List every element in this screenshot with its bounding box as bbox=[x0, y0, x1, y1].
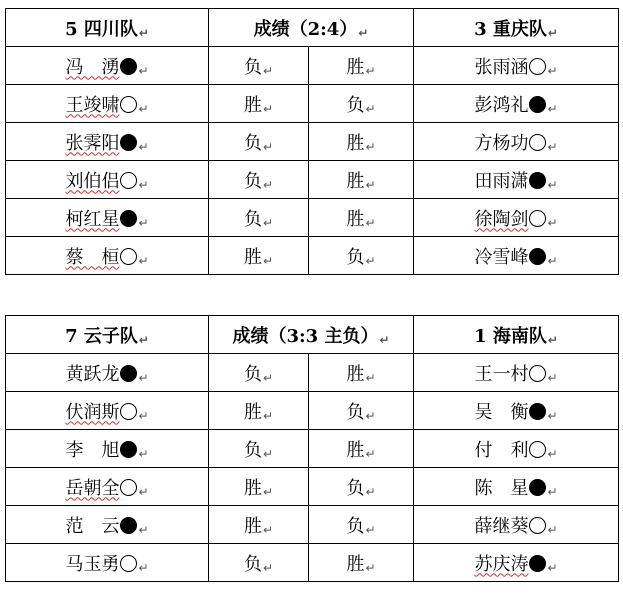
paragraph-mark-icon: ↵ bbox=[365, 408, 376, 423]
right-result-cell bbox=[309, 237, 414, 275]
left-player-cell bbox=[6, 392, 209, 430]
paragraph-mark-icon: ↵ bbox=[138, 484, 149, 499]
right-result: 负 bbox=[346, 477, 365, 499]
white-stone-icon bbox=[120, 96, 137, 113]
paragraph-mark-icon: ↵ bbox=[138, 177, 149, 192]
white-stone-icon bbox=[120, 172, 137, 189]
right-team-header: 3 重庆队↵ bbox=[414, 9, 619, 47]
white-stone-icon bbox=[120, 248, 137, 265]
white-stone-icon bbox=[529, 210, 546, 227]
score-header: 成绩（3:3 主负）↵ bbox=[209, 316, 414, 354]
right-result-cell bbox=[309, 468, 414, 506]
paragraph-mark-icon: ↵ bbox=[547, 370, 558, 385]
left-result: 负 bbox=[243, 56, 262, 78]
left-player-cell bbox=[6, 468, 209, 506]
right-result: 负 bbox=[346, 246, 365, 268]
right-result-cell bbox=[309, 199, 414, 237]
right-result-cell bbox=[309, 161, 414, 199]
left-result-cell bbox=[209, 47, 309, 85]
right-player-name: 冷雪峰 bbox=[474, 246, 529, 268]
table-row bbox=[6, 237, 619, 275]
right-player-name: 苏庆涛 bbox=[474, 553, 529, 575]
left-player-name: 岳朝全 bbox=[65, 477, 120, 499]
match-table-2 bbox=[5, 315, 619, 582]
table-row bbox=[6, 161, 619, 199]
score-header: 成绩（2:4）↵ bbox=[209, 9, 414, 47]
paragraph-mark-icon: ↵ bbox=[138, 63, 149, 78]
white-stone-icon bbox=[120, 555, 137, 572]
table-row bbox=[6, 199, 619, 237]
right-result-cell bbox=[309, 85, 414, 123]
right-player-name: 吴 衡 bbox=[474, 401, 529, 423]
table-row bbox=[6, 506, 619, 544]
paragraph-mark-icon: ↵ bbox=[547, 101, 558, 116]
paragraph-mark-icon: ↵ bbox=[262, 370, 274, 385]
right-player-name: 王一村 bbox=[474, 363, 529, 385]
left-team-header: 5 四川队↵ bbox=[6, 9, 209, 47]
table-row bbox=[6, 544, 619, 582]
paragraph-mark-icon: ↵ bbox=[262, 63, 274, 78]
right-player-cell bbox=[414, 544, 619, 582]
paragraph-mark-icon: ↵ bbox=[262, 408, 274, 423]
paragraph-mark-icon: ↵ bbox=[262, 139, 274, 154]
table-row bbox=[6, 123, 619, 161]
right-player-name: 薛继葵 bbox=[474, 515, 529, 537]
paragraph-mark-icon: ↵ bbox=[547, 560, 558, 575]
right-player-cell bbox=[414, 468, 619, 506]
left-result: 负 bbox=[243, 553, 262, 575]
black-stone-icon bbox=[120, 441, 137, 458]
right-result: 负 bbox=[346, 94, 365, 116]
white-stone-icon bbox=[529, 365, 546, 382]
paragraph-mark-icon: ↵ bbox=[365, 560, 376, 575]
left-result-cell bbox=[209, 237, 309, 275]
left-result: 负 bbox=[243, 363, 262, 385]
right-player-cell bbox=[414, 123, 619, 161]
right-player-cell bbox=[414, 85, 619, 123]
left-result: 胜 bbox=[243, 401, 262, 423]
left-result: 胜 bbox=[243, 94, 262, 116]
black-stone-icon bbox=[529, 248, 546, 265]
table-row bbox=[6, 430, 619, 468]
black-stone-icon bbox=[529, 479, 546, 496]
paragraph-mark-icon: ↵ bbox=[547, 522, 558, 537]
left-player-cell bbox=[6, 430, 209, 468]
paragraph-mark-icon: ↵ bbox=[262, 177, 274, 192]
white-stone-icon bbox=[529, 58, 546, 75]
right-result-cell bbox=[309, 123, 414, 161]
table-header-row bbox=[6, 9, 619, 47]
left-player-name: 李 旭 bbox=[65, 439, 120, 461]
white-stone-icon bbox=[529, 441, 546, 458]
paragraph-mark-icon: ↵ bbox=[365, 522, 376, 537]
black-stone-icon bbox=[529, 403, 546, 420]
paragraph-mark-icon: ↵ bbox=[365, 253, 376, 268]
black-stone-icon bbox=[529, 172, 546, 189]
paragraph-mark-icon: ↵ bbox=[262, 101, 274, 116]
black-stone-icon bbox=[120, 210, 137, 227]
right-result: 胜 bbox=[346, 208, 365, 230]
left-player-name: 冯 湧 bbox=[65, 56, 120, 78]
paragraph-mark-icon: ↵ bbox=[138, 139, 149, 154]
match-table-1 bbox=[5, 8, 619, 275]
white-stone-icon bbox=[120, 479, 137, 496]
white-stone-icon bbox=[120, 403, 137, 420]
left-player-name: 王竣啸 bbox=[65, 94, 120, 116]
paragraph-mark-icon: ↵ bbox=[138, 101, 149, 116]
paragraph-mark-icon: ↵ bbox=[547, 139, 558, 154]
paragraph-mark-icon: ↵ bbox=[262, 522, 274, 537]
left-player-name: 柯红星 bbox=[65, 208, 120, 230]
table-header-row bbox=[6, 316, 619, 354]
right-result: 胜 bbox=[346, 170, 365, 192]
paragraph-mark-icon: ↵ bbox=[262, 560, 274, 575]
left-player-cell bbox=[6, 199, 209, 237]
paragraph-mark-icon: ↵ bbox=[262, 215, 274, 230]
left-result-cell bbox=[209, 544, 309, 582]
left-player-cell bbox=[6, 237, 209, 275]
right-result: 胜 bbox=[346, 56, 365, 78]
table-row bbox=[6, 47, 619, 85]
right-player-name: 张雨涵 bbox=[474, 56, 529, 78]
left-player-name: 范 云 bbox=[65, 515, 120, 537]
left-player-cell bbox=[6, 354, 209, 392]
left-result: 负 bbox=[243, 170, 262, 192]
paragraph-mark-icon: ↵ bbox=[262, 446, 274, 461]
right-team-header: 1 海南队↵ bbox=[414, 316, 619, 354]
paragraph-mark-icon: ↵ bbox=[547, 177, 558, 192]
paragraph-mark-icon: ↵ bbox=[365, 101, 376, 116]
paragraph-mark-icon: ↵ bbox=[138, 560, 149, 575]
black-stone-icon bbox=[120, 134, 137, 151]
paragraph-mark-icon: ↵ bbox=[365, 139, 376, 154]
right-player-cell bbox=[414, 237, 619, 275]
left-result: 胜 bbox=[243, 246, 262, 268]
left-result: 负 bbox=[243, 439, 262, 461]
right-player-name: 田雨潇 bbox=[474, 170, 529, 192]
left-result: 胜 bbox=[243, 477, 262, 499]
right-player-cell bbox=[414, 161, 619, 199]
black-stone-icon bbox=[529, 555, 546, 572]
left-player-cell bbox=[6, 161, 209, 199]
right-player-name: 方杨功 bbox=[474, 132, 529, 154]
paragraph-mark-icon: ↵ bbox=[138, 370, 149, 385]
paragraph-mark-icon: ↵ bbox=[365, 177, 376, 192]
paragraph-mark-icon: ↵ bbox=[365, 63, 376, 78]
right-player-cell bbox=[414, 430, 619, 468]
right-result-cell bbox=[309, 392, 414, 430]
right-result-cell bbox=[309, 544, 414, 582]
paragraph-mark-icon: ↵ bbox=[547, 484, 558, 499]
paragraph-mark-icon: ↵ bbox=[138, 446, 149, 461]
left-player-name: 张霁阳 bbox=[65, 132, 120, 154]
left-result-cell bbox=[209, 161, 309, 199]
left-player-cell bbox=[6, 85, 209, 123]
left-result-cell bbox=[209, 468, 309, 506]
right-player-cell bbox=[414, 47, 619, 85]
left-player-name: 马玉勇 bbox=[65, 553, 120, 575]
left-player-cell bbox=[6, 123, 209, 161]
left-player-cell bbox=[6, 47, 209, 85]
right-result-cell bbox=[309, 354, 414, 392]
right-result-cell bbox=[309, 47, 414, 85]
right-result: 负 bbox=[346, 515, 365, 537]
right-result-cell bbox=[309, 506, 414, 544]
left-player-cell bbox=[6, 544, 209, 582]
paragraph-mark-icon: ↵ bbox=[365, 446, 376, 461]
left-player-name: 蔡 桓 bbox=[65, 246, 120, 268]
left-player-name: 刘伯侣 bbox=[65, 170, 120, 192]
right-player-name: 付 利 bbox=[474, 439, 529, 461]
left-result-cell bbox=[209, 392, 309, 430]
right-result: 胜 bbox=[346, 439, 365, 461]
left-result: 负 bbox=[243, 208, 262, 230]
left-result-cell bbox=[209, 506, 309, 544]
black-stone-icon bbox=[120, 365, 137, 382]
left-result-cell bbox=[209, 354, 309, 392]
left-player-name: 黄跃龙 bbox=[65, 363, 120, 385]
right-player-cell bbox=[414, 354, 619, 392]
paragraph-mark-icon: ↵ bbox=[262, 253, 274, 268]
black-stone-icon bbox=[120, 58, 137, 75]
table-row bbox=[6, 392, 619, 430]
paragraph-mark-icon: ↵ bbox=[547, 253, 558, 268]
table-row bbox=[6, 468, 619, 506]
right-result-cell bbox=[309, 430, 414, 468]
left-player-cell bbox=[6, 506, 209, 544]
paragraph-mark-icon: ↵ bbox=[365, 215, 376, 230]
paragraph-mark-icon: ↵ bbox=[365, 370, 376, 385]
left-result-cell bbox=[209, 123, 309, 161]
table-row bbox=[6, 85, 619, 123]
paragraph-mark-icon: ↵ bbox=[547, 63, 558, 78]
right-player-name: 彭鸿礼 bbox=[474, 94, 529, 116]
paragraph-mark-icon: ↵ bbox=[138, 408, 149, 423]
white-stone-icon bbox=[529, 517, 546, 534]
left-team-header: 7 云子队↵ bbox=[6, 316, 209, 354]
right-player-name: 陈 星 bbox=[474, 477, 529, 499]
black-stone-icon bbox=[120, 517, 137, 534]
right-result: 胜 bbox=[346, 132, 365, 154]
right-result: 胜 bbox=[346, 363, 365, 385]
paragraph-mark-icon: ↵ bbox=[547, 408, 558, 423]
right-player-cell bbox=[414, 199, 619, 237]
left-result-cell bbox=[209, 199, 309, 237]
paragraph-mark-icon: ↵ bbox=[138, 215, 149, 230]
left-result: 负 bbox=[243, 132, 262, 154]
left-result-cell bbox=[209, 430, 309, 468]
paragraph-mark-icon: ↵ bbox=[138, 253, 149, 268]
left-result-cell bbox=[209, 85, 309, 123]
right-player-cell bbox=[414, 506, 619, 544]
paragraph-mark-icon: ↵ bbox=[547, 446, 558, 461]
table-row bbox=[6, 354, 619, 392]
right-player-name: 徐陶剑 bbox=[474, 208, 529, 230]
black-stone-icon bbox=[529, 96, 546, 113]
right-player-cell bbox=[414, 392, 619, 430]
right-result: 胜 bbox=[346, 553, 365, 575]
paragraph-mark-icon: ↵ bbox=[365, 484, 376, 499]
paragraph-mark-icon: ↵ bbox=[547, 215, 558, 230]
white-stone-icon bbox=[529, 134, 546, 151]
paragraph-mark-icon: ↵ bbox=[262, 484, 274, 499]
paragraph-mark-icon: ↵ bbox=[138, 522, 149, 537]
left-player-name: 伏润斯 bbox=[65, 401, 120, 423]
left-result: 胜 bbox=[243, 515, 262, 537]
right-result: 负 bbox=[346, 401, 365, 423]
